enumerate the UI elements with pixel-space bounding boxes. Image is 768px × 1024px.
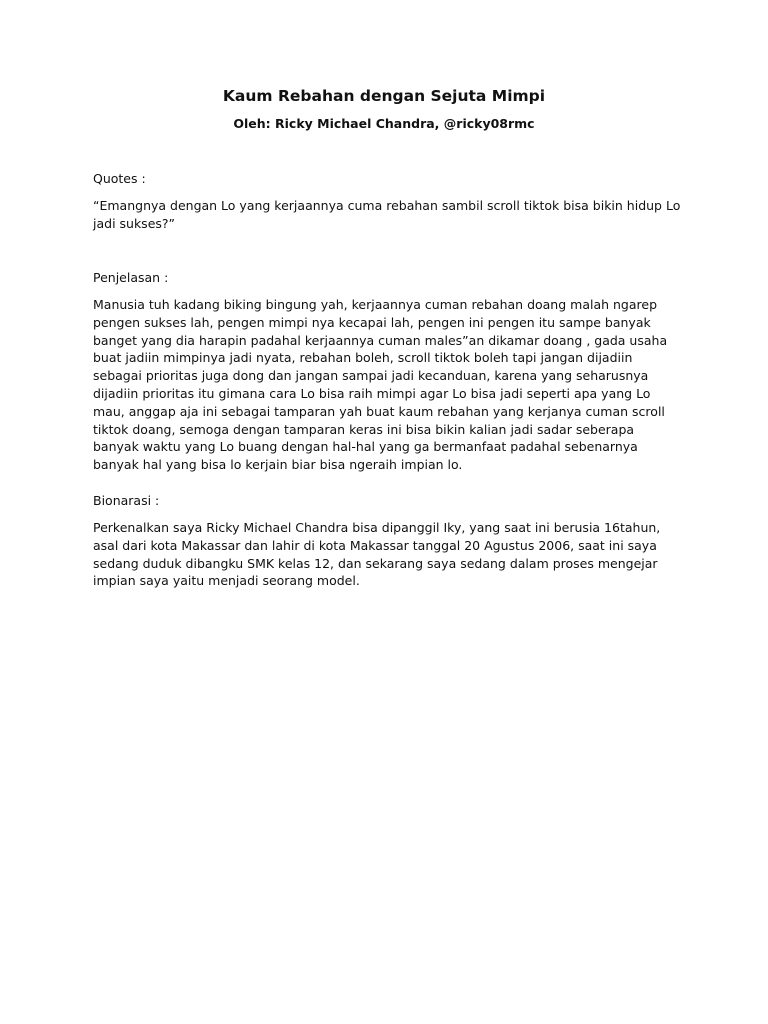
document-title: Kaum Rebahan dengan Sejuta Mimpi <box>222 87 546 105</box>
penjelasan-text: Manusia tuh kadang biking bingung yah, kerjaannya cuman rebahan doang malah ngarep pengen sukses lah, pengen mimpi nya kecapai lah, pengen ini pengen itu sampe banyak banget yang dia harapin padahal kerjaannya cuman males”an dikamar doang , gada usaha buat jadiin mimpinya jadi nyata, rebahan boleh, scroll tiktok boleh tapi jangan dijadiin sebagai prioritas juga dong dan jangan sampai jadi kecanduan, karena yang seharusnya dijadiin prioritas itu gimana cara Lo bisa raih mimpi agar Lo bisa jadi seperti apa yang Lo mau, anggap aja ini sebagai tamparan yah buat kaum rebahan yang kerjanya cuman scroll tiktok doang, semoga dengan tamparan keras ini bisa bikin kalian jadi sadar seberapa banyak waktu yang Lo buang dengan hal-hal yang ga bermanfaat padahal sebenarnya banyak hal yang bisa lo kerjain biar bisa ngeraih impian lo. <box>93 297 668 473</box>
quote-text: “Emangnya dengan Lo yang kerjaannya cuma rebahan sambil scroll tiktok bisa bikin hidup Lo jadi sukses?” <box>93 198 681 231</box>
bionarasi-text: Perkenalkan saya Ricky Michael Chandra bisa dipanggil Iky, yang saat ini berusia 16tahun, asal dari kota Makassar dan lahir di kota Makassar tanggal 20 Agustus 2006, saat ini saya sedang duduk dibangku SMK kelas 12, dan sekarang saya sedang dalam proses mengejar impian saya yaitu menjadi seorang model. <box>93 520 661 589</box>
bionarasi-label: Bionarasi : <box>93 493 160 508</box>
author-byline: Oleh: Ricky Michael Chandra, @ricky08rmc <box>233 116 535 131</box>
penjelasan-label: Penjelasan : <box>93 270 169 285</box>
quotes-label: Quotes : <box>93 171 146 186</box>
